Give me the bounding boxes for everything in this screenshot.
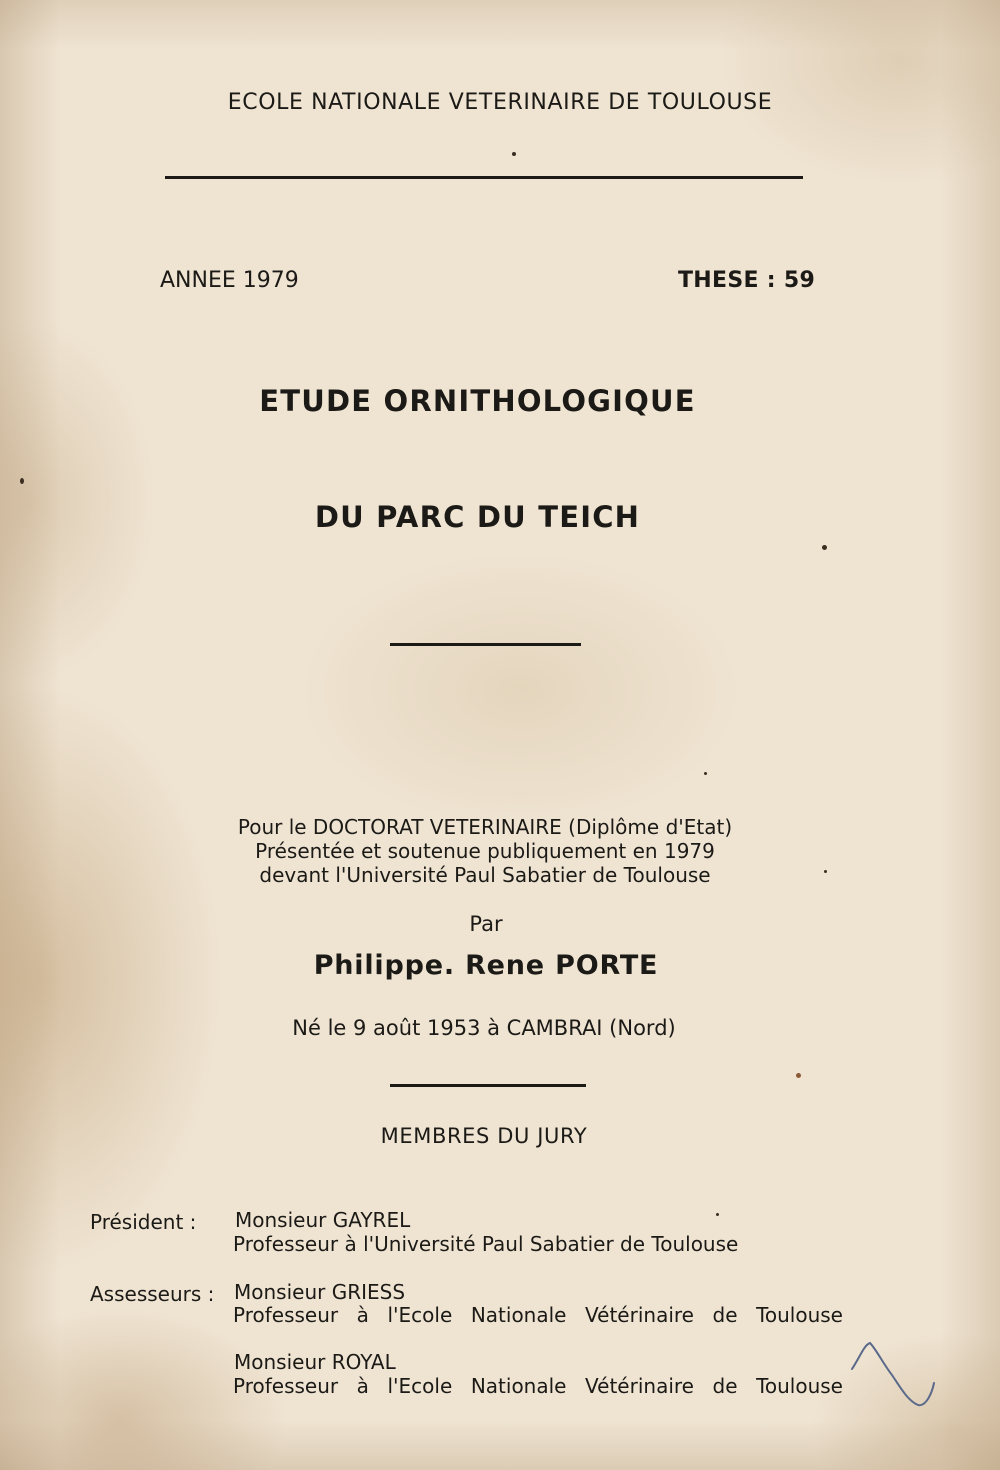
degree-statement xyxy=(0,815,970,887)
thesis-number: THESE : 59 xyxy=(678,268,816,293)
paper-speck xyxy=(824,870,827,873)
president-name: Monsieur GAYREL xyxy=(235,1208,411,1232)
assessor-1-name: Monsieur GRIESS xyxy=(234,1280,406,1304)
thesis-title-line-2: DU PARC DU TEICH xyxy=(314,500,641,534)
assessor-2-position xyxy=(233,1374,843,1398)
position-word: Nationale xyxy=(470,1303,567,1327)
paper-speck xyxy=(20,478,24,484)
position-word: de xyxy=(712,1374,738,1398)
position-word: à xyxy=(356,1303,369,1327)
jury-rule xyxy=(390,1084,586,1087)
paper-speck xyxy=(512,152,516,156)
position-word: Professeur xyxy=(233,1303,339,1327)
title-rule xyxy=(390,643,581,646)
author-birth: Né le 9 août 1953 à CAMBRAI (Nord) xyxy=(292,1016,676,1040)
jury-title: MEMBRES DU JURY xyxy=(380,1124,588,1148)
degree-line: Pour le DOCTORAT VETERINAIRE (Diplôme d'Etat) xyxy=(237,815,733,839)
paper-speck xyxy=(704,772,707,775)
position-word: l'Ecole xyxy=(387,1374,453,1398)
president-label: Président : xyxy=(90,1210,197,1234)
position-word: Toulouse xyxy=(756,1303,843,1327)
position-word: de xyxy=(712,1303,738,1327)
position-word: Vétérinaire xyxy=(585,1374,694,1398)
position-word: Vétérinaire xyxy=(585,1303,694,1327)
position-word: Nationale xyxy=(470,1374,567,1398)
assessors-label: Assesseurs : xyxy=(90,1282,215,1306)
defense-line: Présentée et soutenue publiquement en 1979 xyxy=(255,839,715,863)
paper-speck xyxy=(716,1213,719,1216)
author-name: Philippe. Rene PORTE xyxy=(313,950,659,981)
university-line: devant l'Université Paul Sabatier de Toulouse xyxy=(259,863,711,887)
institution-header: ECOLE NATIONALE VETERINAIRE DE TOULOUSE xyxy=(227,90,773,115)
thesis-title-line-1: ETUDE ORNITHOLOGIQUE xyxy=(259,384,696,418)
assessor-1-position xyxy=(233,1303,843,1327)
header-rule xyxy=(165,176,803,179)
position-word: à xyxy=(356,1374,369,1398)
paper-speck xyxy=(796,1073,801,1078)
assessor-2-name: Monsieur ROYAL xyxy=(234,1350,396,1374)
president-position: Professeur à l'Université Paul Sabatier de Toulouse xyxy=(233,1232,739,1256)
position-word: Professeur xyxy=(233,1374,339,1398)
position-word: Toulouse xyxy=(756,1374,843,1398)
position-word: l'Ecole xyxy=(387,1303,453,1327)
paper-speck xyxy=(822,545,827,550)
thesis-year: ANNEE 1979 xyxy=(160,268,299,293)
pen-mark-icon xyxy=(848,1335,943,1415)
by-label: Par xyxy=(469,912,503,936)
